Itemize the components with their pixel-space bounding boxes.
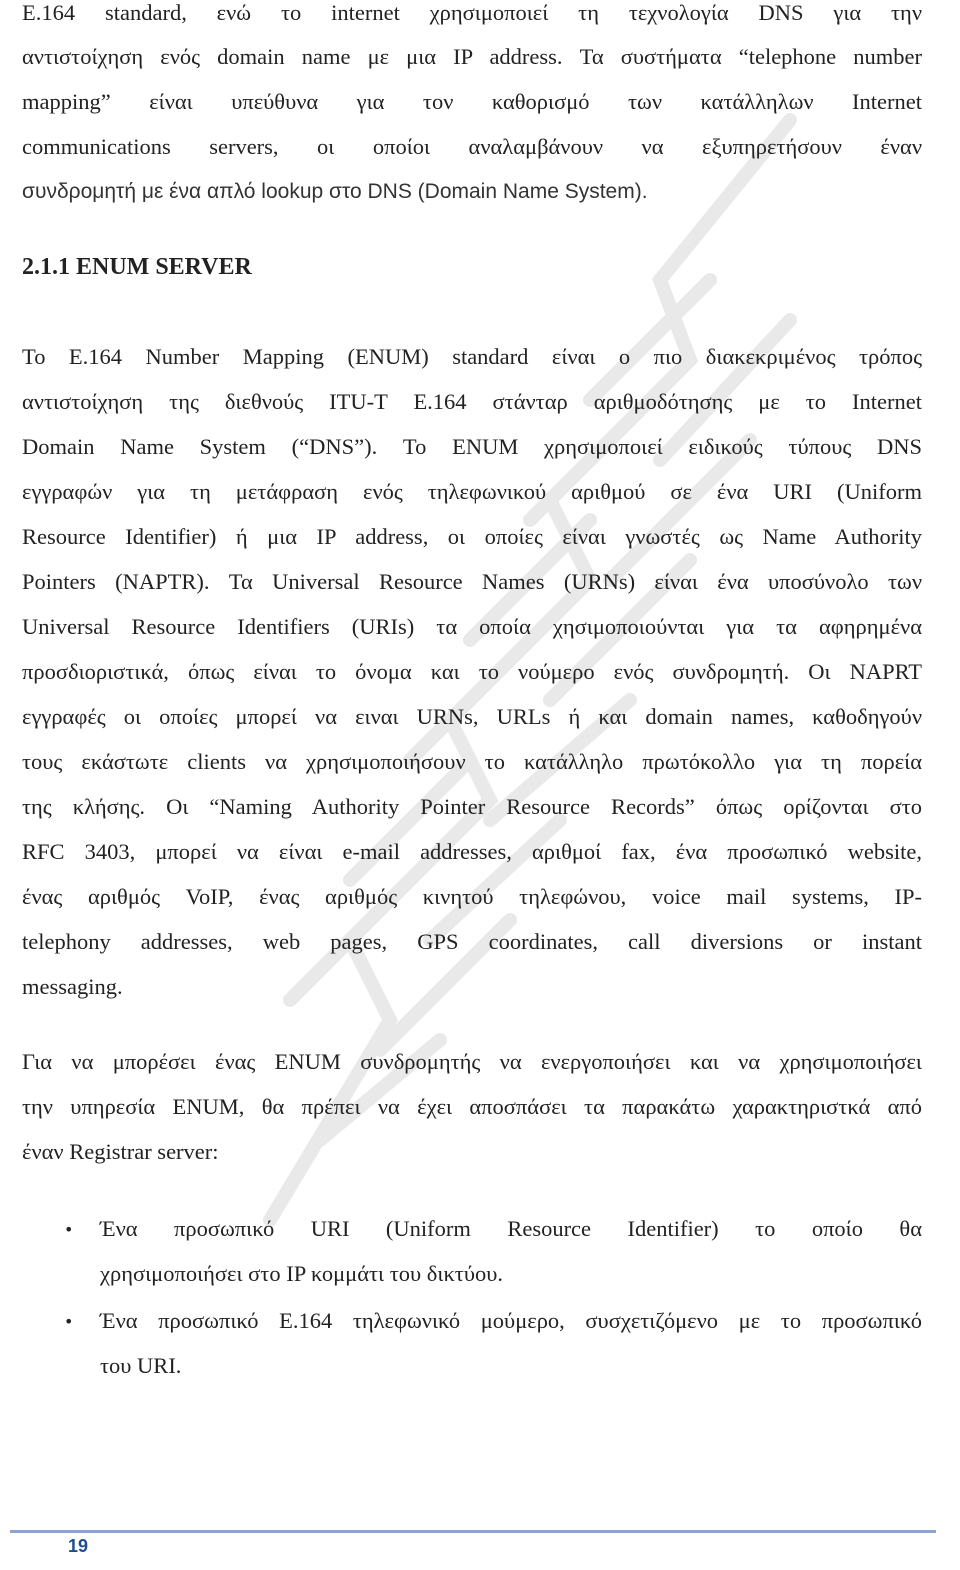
bullet-marker: • bbox=[64, 1220, 74, 1239]
enum-line-6: Pointers (NAPTR). Τα Universal Resource Names (URNs) είναι ένα υποσύνολο των bbox=[22, 569, 922, 594]
intro-line-3: mapping” είναι υπεύθυνα για τον καθορισμό των κατάλληλων Internet bbox=[22, 89, 922, 114]
enum-line-13: ένας αριθμός VoIP, ένας αριθμός κινητού τηλεφώνου, voice mail systems, IP- bbox=[22, 884, 922, 909]
enum-line-15: messaging. bbox=[22, 974, 123, 999]
intro-line-5: συνδρομητή με ένα απλό lookup στο DNS (Domain Name System). bbox=[22, 180, 648, 203]
intro-line-4: communications servers, οι οποίοι αναλαμβάνουν να εξυπηρετήσουν έναν bbox=[22, 134, 922, 159]
intro-line-1: E.164 standard, ενώ το internet χρησιμοποιεί τη τεχνολογία DNS για την bbox=[22, 0, 922, 25]
enum-line-7: Universal Resource Identifiers (URIs) τα οποία χησιμοποιούνται για τα αφηρημένα bbox=[22, 614, 922, 639]
bullet-1-line-2: χρησιμοποιήσει στο IP κομμάτι του δικτύου. bbox=[100, 1261, 503, 1286]
enum-line-2: αντιστοίχηση της διεθνούς ITU-T E.164 στάνταρ αριθμοδότησης με το Internet bbox=[22, 389, 922, 414]
enum-line-9: εγγραφές οι οποίες μπορεί να ειναι URNs, URLs ή και domain names, καθοδηγούν bbox=[22, 704, 922, 729]
enum-line-11: της κλήσης. Οι “Naming Authority Pointer Resource Records” όπως ορίζονται στο bbox=[22, 794, 922, 819]
bullet-2-line-2: του URI. bbox=[100, 1353, 182, 1378]
enum-line-10: τους εκάστωτε clients να χρησιμοποιήσουν το κατάλληλο πρωτόκολλο για τη πορεία bbox=[22, 749, 922, 774]
enum-line-4: εγγραφών για τη μετάφραση ενός τηλεφωνικού αριθμού σε ένα URI (Uniform bbox=[22, 479, 922, 504]
enum-line-12: RFC 3403, μπορεί να είναι e-mail addresses, αριθμοί fax, ένα προσωπικό website, bbox=[22, 839, 922, 864]
bullet-1-line-1: Ένα προσωπικό URI (Uniform Resource Identifier) το οποίο θα bbox=[100, 1216, 922, 1241]
section-heading: 2.1.1 ENUM SERVER bbox=[22, 254, 252, 280]
enum-line-8: προσδιοριστικά, όπως είναι το όνομα και το νούμερο ενός συνδρομητή. Οι NAPRT bbox=[22, 659, 922, 684]
registrar-line-2: την υπηρεσία ENUM, θα πρέπει να έχει αποσπάσει τα παρακάτω χαρακτηριστκά από bbox=[22, 1094, 922, 1119]
registrar-line-1: Για να μπορέσει ένας ENUM συνδρομητής να ενεργοποιήσει και να χρησιμοποιήσει bbox=[22, 1049, 922, 1074]
footer-rule bbox=[10, 1530, 936, 1533]
bullet-2-line-1: Ένα προσωπικό E.164 τηλεφωνικό μούμερο, συσχετιζόμενο με το προσωπικό bbox=[100, 1308, 922, 1333]
enum-line-3: Domain Name System (“DNS”). Το ENUM χρησιμοποιεί ειδικούς τύπους DNS bbox=[22, 434, 922, 459]
enum-line-1: Το E.164 Number Mapping (ENUM) standard είναι ο πιο διακεκριμένος τρόπος bbox=[22, 344, 922, 369]
page-number: 19 bbox=[68, 1536, 89, 1556]
enum-line-5: Resource Identifier) ή μια IP address, οι οποίες είναι γνωστές ως Name Authority bbox=[22, 524, 922, 549]
intro-line-2: αντιστοίχηση ενός domain name με μια IP address. Τα συστήματα “telephone number bbox=[22, 44, 922, 69]
enum-line-14: telephony addresses, web pages, GPS coordinates, call diversions or instant bbox=[22, 929, 922, 954]
bullet-marker: • bbox=[64, 1312, 74, 1331]
registrar-line-3: έναν Registrar server: bbox=[22, 1139, 219, 1164]
